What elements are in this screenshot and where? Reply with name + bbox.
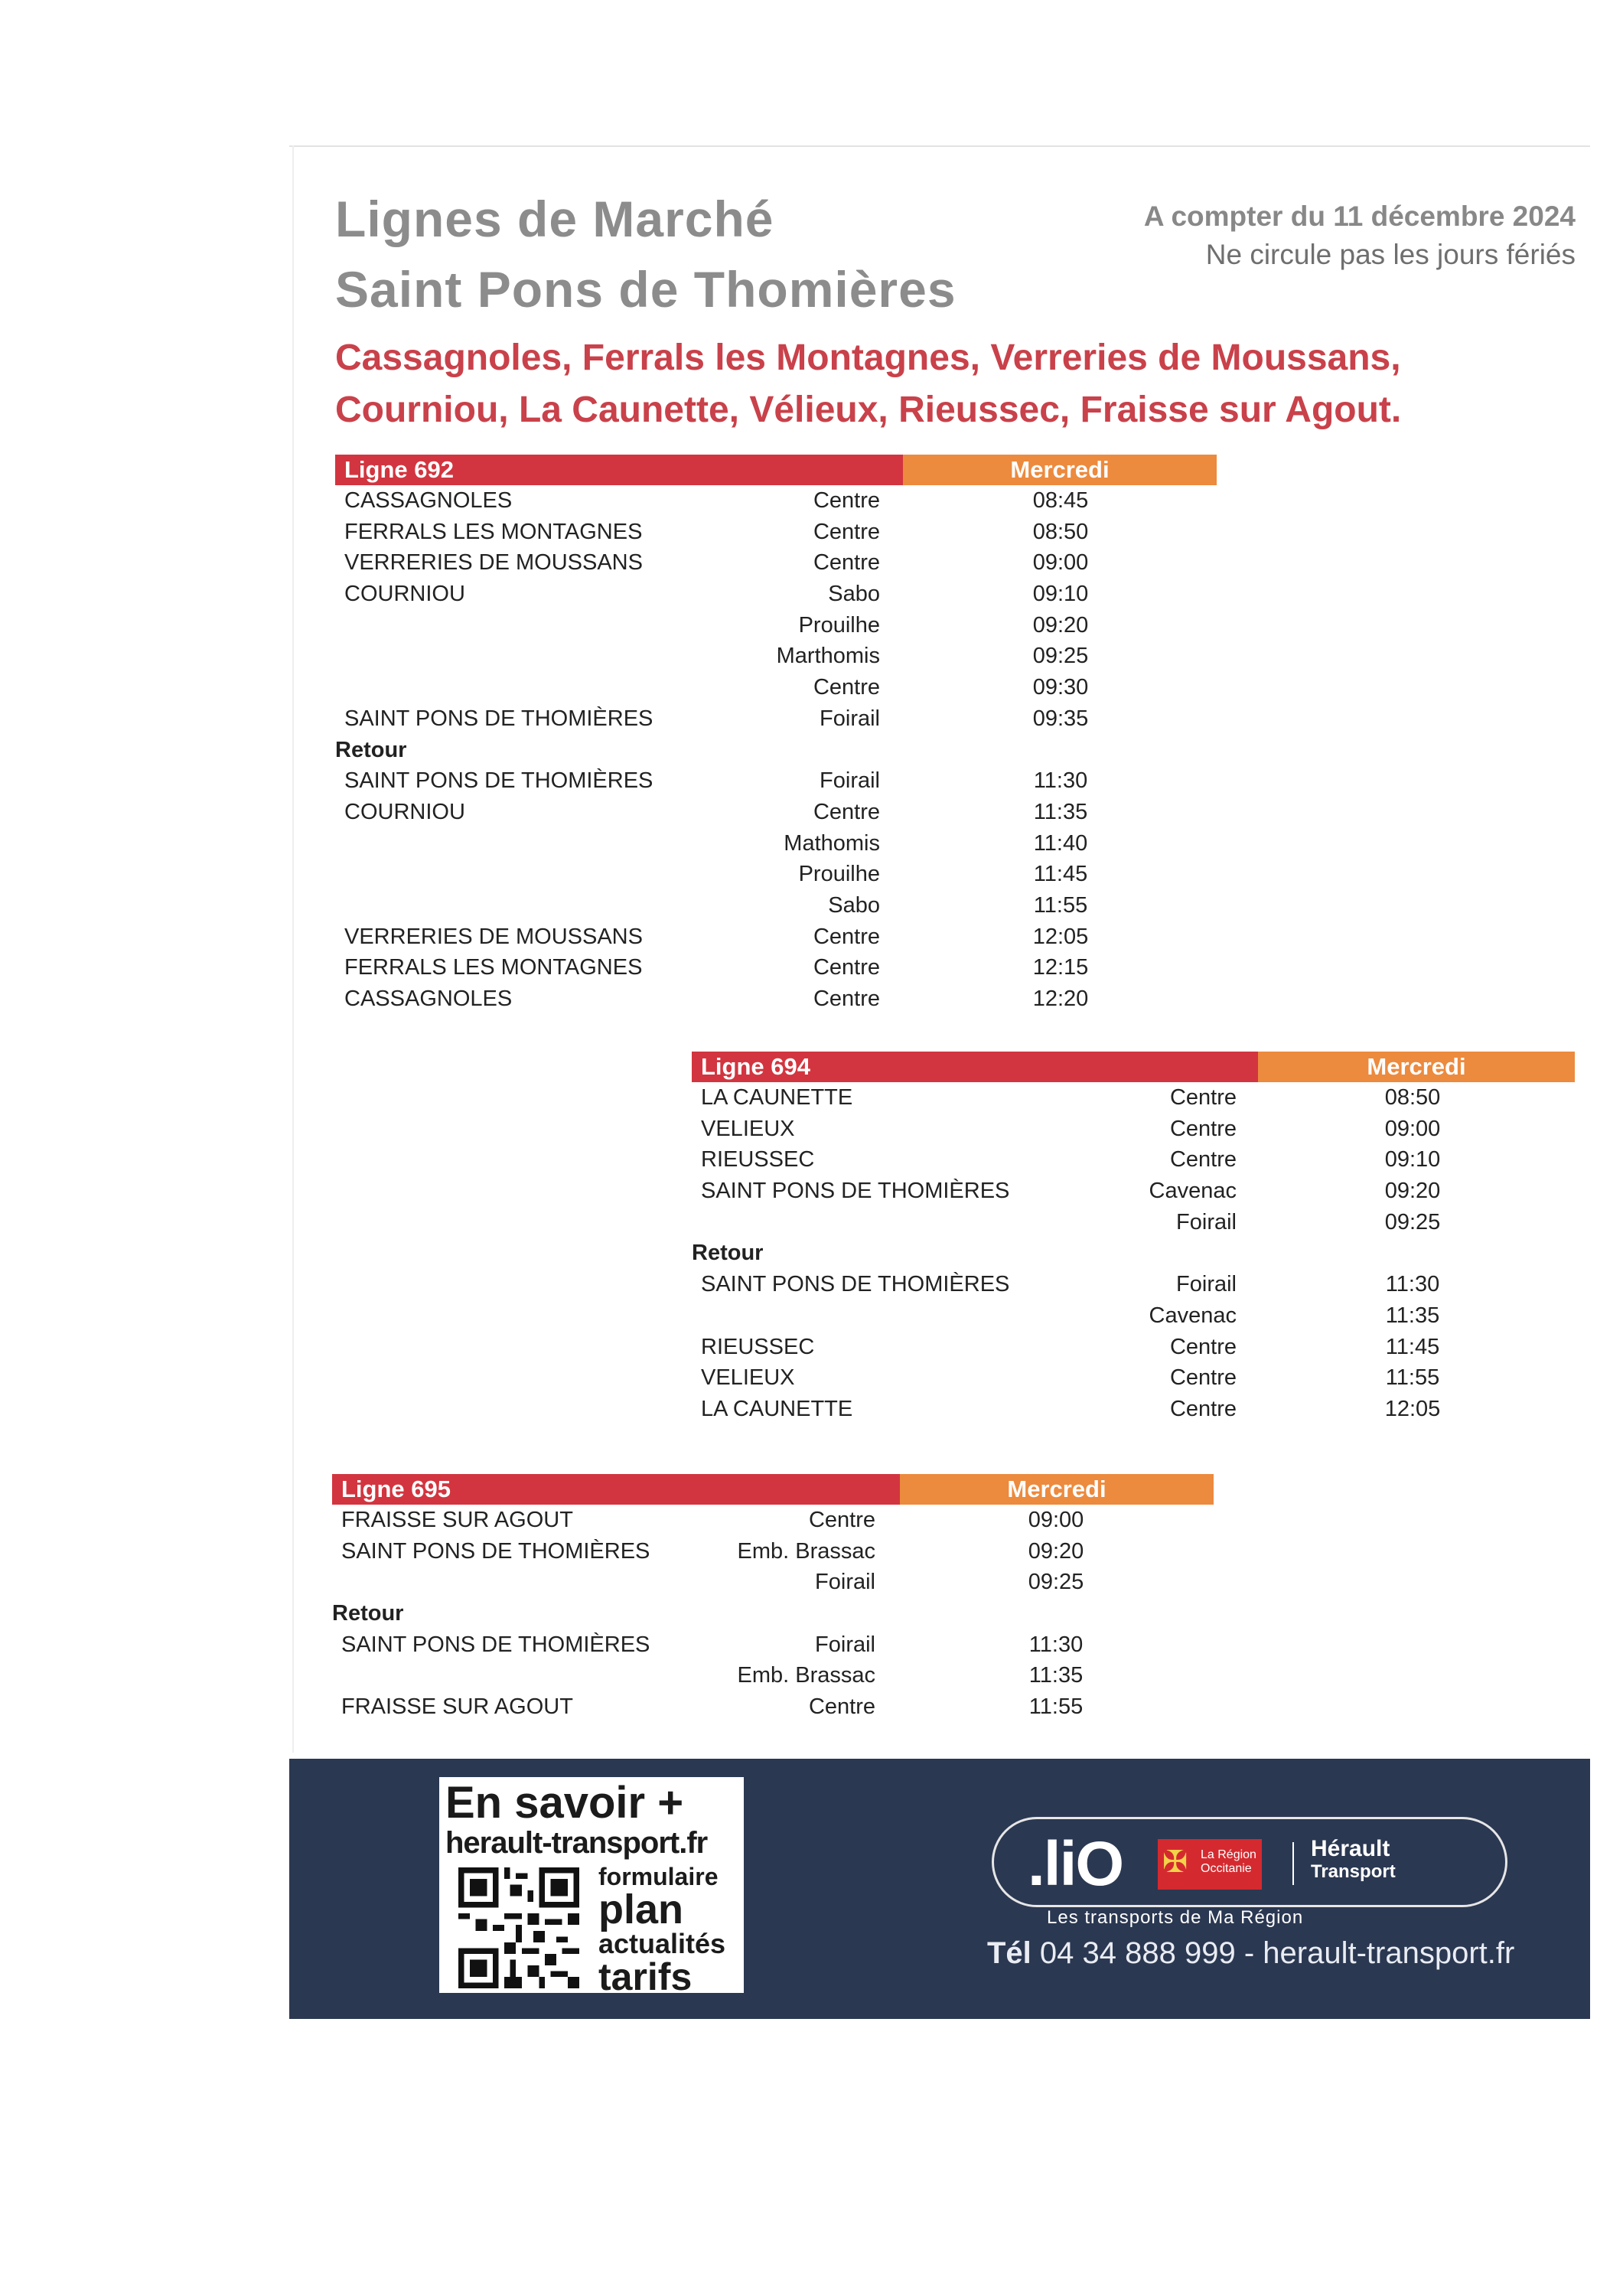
timetable-row [335, 859, 1217, 890]
lio-logo: .liO [1028, 1829, 1123, 1899]
timetable-row [335, 547, 1217, 579]
stop-cell: Centre [1169, 1147, 1237, 1172]
time-cell: 11:35 [1033, 799, 1088, 824]
info-topics [598, 1864, 725, 1996]
stop-cell: Emb. Brassac [737, 1538, 875, 1564]
timetable-row [692, 1394, 1575, 1425]
stop-cell: Cavenac [1149, 1303, 1237, 1328]
timetable-row [335, 485, 1217, 517]
stop-cell: Centre [1169, 1116, 1237, 1141]
time-cell: 09:25 [1028, 1570, 1084, 1595]
line-header [335, 455, 1217, 485]
stop-cell: Sabo [828, 582, 880, 607]
timetable-row [335, 641, 1217, 672]
validity-block [1144, 197, 1576, 274]
communes-line-1: Cassagnoles, Ferrals les Montagnes, Verreries de Moussans, [335, 338, 1401, 378]
stop-cell: Cavenac [1149, 1179, 1237, 1204]
contact-line [987, 1936, 1514, 1971]
stop-cell: Prouilhe [798, 862, 880, 887]
time-cell: 12:05 [1032, 924, 1089, 949]
communes-line-2: Courniou, La Caunette, Vélieux, Rieussec, Fraisse sur Agout. [335, 390, 1402, 430]
commune-cell: CASSAGNOLES [344, 987, 513, 1011]
info-topic-formulaire: formulaire [598, 1863, 719, 1890]
info-card [439, 1777, 744, 1998]
service-day-label: Mercredi [900, 1474, 1214, 1505]
stop-cell: Centre [813, 955, 880, 980]
time-cell: 09:25 [1032, 644, 1089, 669]
timetable-row [692, 1207, 1575, 1238]
timetable-row [335, 952, 1217, 983]
commune-cell: COURNIOU [344, 582, 465, 607]
timetable-ligne-694 [692, 1052, 1575, 1425]
time-cell: 11:30 [1033, 768, 1088, 794]
time-cell: 09:00 [1028, 1508, 1084, 1532]
communes-subtitle [335, 332, 1575, 436]
time-cell: 09:20 [1028, 1538, 1084, 1564]
info-url[interactable]: herault-transport.fr [445, 1826, 708, 1860]
commune-cell: VERRERIES DE MOUSSANS [344, 550, 643, 576]
timetable-row [335, 610, 1217, 641]
logo-divider [1292, 1842, 1294, 1885]
time-cell: 09:25 [1384, 1209, 1441, 1234]
commune-cell: COURNIOU [344, 799, 465, 824]
timetable-row [332, 1629, 1214, 1661]
return-heading: Retour [335, 737, 407, 762]
timetable-row [692, 1176, 1575, 1207]
stop-cell: Prouilhe [798, 612, 880, 638]
stop-cell: Centre [1169, 1085, 1237, 1110]
commune-cell: LA CAUNETTE [701, 1396, 853, 1421]
stop-cell: Foirail [1176, 1209, 1237, 1234]
commune-cell: SAINT PONS DE THOMIÈRES [701, 1179, 1010, 1204]
stop-cell: Centre [808, 1694, 875, 1720]
stop-cell: Centre [1169, 1334, 1237, 1359]
time-cell: 08:45 [1032, 488, 1089, 513]
commune-cell: FERRALS LES MONTAGNES [344, 519, 643, 544]
time-cell: 11:30 [1028, 1632, 1084, 1657]
commune-cell: SAINT PONS DE THOMIÈRES [344, 706, 653, 731]
commune-cell: FERRALS LES MONTAGNES [344, 955, 643, 980]
return-heading: Retour [692, 1241, 764, 1266]
commune-cell: FRAISSE SUR AGOUT [341, 1694, 573, 1720]
occitan-cross-icon: ✠ [1162, 1845, 1188, 1879]
stop-cell: Centre [1169, 1365, 1237, 1391]
commune-cell: RIEUSSEC [701, 1334, 815, 1359]
time-cell: 09:20 [1384, 1179, 1441, 1204]
occitanie-logo [1158, 1839, 1262, 1890]
stop-cell: Centre [813, 488, 880, 513]
return-heading: Retour [332, 1601, 404, 1626]
time-cell: 11:55 [1385, 1365, 1440, 1391]
qr-code-icon[interactable] [445, 1867, 592, 1988]
timetable-row [335, 672, 1217, 703]
timetable-ligne-695 [332, 1474, 1214, 1723]
footer-banner [289, 1759, 1590, 2019]
stop-cell: Centre [813, 924, 880, 949]
return-heading-row [692, 1238, 1575, 1269]
time-cell: 11:45 [1033, 862, 1088, 887]
stop-cell: Centre [1169, 1396, 1237, 1421]
time-cell: 11:40 [1033, 830, 1088, 856]
line-number-label: Ligne 695 [332, 1474, 900, 1505]
tel-number[interactable]: 04 34 888 999 - herault-transport.fr [1039, 1936, 1515, 1970]
timetable-row [335, 797, 1217, 828]
commune-cell: VELIEUX [701, 1116, 795, 1141]
stop-cell: Marthomis [776, 644, 880, 669]
info-title: En savoir + [445, 1778, 684, 1828]
title-line-1: Lignes de Marché [335, 191, 774, 247]
commune-cell: VERRERIES DE MOUSSANS [344, 924, 643, 949]
timetable-row [332, 1691, 1214, 1723]
info-topic-actualites: actualités [598, 1928, 726, 1959]
timetable-row [332, 1505, 1214, 1536]
time-cell: 11:45 [1385, 1334, 1440, 1359]
timetable-row [692, 1114, 1575, 1145]
stop-cell: Foirail [815, 1570, 875, 1595]
timetable-row [335, 579, 1217, 610]
herault-transport-logo [1311, 1838, 1396, 1883]
brand-tagline: Les transports de Ma Région [1039, 1907, 1311, 1929]
time-cell: 09:20 [1032, 612, 1089, 638]
timetable-row [335, 703, 1217, 735]
transport-word: Transport [1311, 1861, 1396, 1882]
line-number-label: Ligne 694 [692, 1052, 1258, 1082]
stop-cell: Emb. Brassac [737, 1663, 875, 1688]
line-header [332, 1474, 1214, 1505]
stop-cell: Sabo [828, 892, 880, 918]
time-cell: 12:20 [1032, 987, 1089, 1011]
tel-label: Tél [987, 1936, 1031, 1970]
commune-cell: VELIEUX [701, 1365, 795, 1391]
timetable-row [332, 1567, 1214, 1598]
time-cell: 11:35 [1028, 1663, 1084, 1688]
commune-cell: SAINT PONS DE THOMIÈRES [344, 768, 653, 794]
stop-cell: Centre [808, 1508, 875, 1532]
timetable-row [692, 1332, 1575, 1363]
timetable-row [335, 517, 1217, 548]
brand-logos [992, 1817, 1507, 1907]
commune-cell: SAINT PONS DE THOMIÈRES [341, 1538, 650, 1564]
line-header [692, 1052, 1575, 1082]
timetable-row [692, 1269, 1575, 1300]
service-day-label: Mercredi [903, 455, 1217, 485]
commune-cell: CASSAGNOLES [344, 488, 513, 513]
occitanie-label: La Région Occitanie [1201, 1848, 1256, 1875]
timetable-row [332, 1536, 1214, 1567]
time-cell: 11:55 [1028, 1694, 1084, 1720]
stop-cell: Centre [813, 799, 880, 824]
herault-word: Hérault [1311, 1836, 1390, 1861]
line-number-label: Ligne 692 [335, 455, 903, 485]
holiday-note: Ne circule pas les jours fériés [1205, 239, 1576, 270]
time-cell: 08:50 [1032, 519, 1089, 544]
time-cell: 11:55 [1033, 892, 1088, 918]
sheet-top-edge [289, 145, 1590, 147]
stop-cell: Centre [813, 987, 880, 1011]
timetable-row [335, 983, 1217, 1015]
commune-cell: SAINT PONS DE THOMIÈRES [341, 1632, 650, 1657]
timetable-row [335, 765, 1217, 797]
time-cell: 09:10 [1384, 1147, 1441, 1172]
time-cell: 12:05 [1384, 1396, 1441, 1421]
time-cell: 09:35 [1032, 706, 1089, 731]
time-cell: 09:30 [1032, 675, 1089, 700]
info-topic-plan: plan [598, 1887, 684, 1932]
return-heading-row [335, 735, 1217, 766]
time-cell: 09:00 [1384, 1116, 1441, 1141]
time-cell: 12:15 [1032, 955, 1089, 980]
timetable-ligne-692 [335, 455, 1217, 1015]
timetable-row [692, 1144, 1575, 1176]
timetable-row [332, 1660, 1214, 1691]
title-line-2: Saint Pons de Thomières [335, 261, 957, 318]
stop-cell: Mathomis [784, 830, 880, 856]
timetable-row [692, 1300, 1575, 1332]
timetable-row [692, 1362, 1575, 1394]
timetable-row [335, 890, 1217, 921]
stop-cell: Foirail [820, 768, 880, 794]
timetable-row [335, 921, 1217, 953]
service-day-label: Mercredi [1258, 1052, 1575, 1082]
time-cell: 11:30 [1385, 1272, 1440, 1297]
commune-cell: SAINT PONS DE THOMIÈRES [701, 1272, 1010, 1297]
stop-cell: Foirail [1176, 1272, 1237, 1297]
page-title [335, 184, 957, 325]
time-cell: 09:10 [1032, 582, 1089, 607]
info-topic-tarifs: tarifs [598, 1955, 693, 1998]
stop-cell: Centre [813, 550, 880, 576]
commune-cell: FRAISSE SUR AGOUT [341, 1508, 573, 1532]
stop-cell: Centre [813, 675, 880, 700]
validity-date: A compter du 11 décembre 2024 [1143, 201, 1576, 232]
time-cell: 09:00 [1032, 550, 1089, 576]
return-heading-row [332, 1598, 1214, 1629]
sheet-left-edge [292, 145, 294, 1753]
stop-cell: Foirail [815, 1632, 875, 1657]
time-cell: 11:35 [1385, 1303, 1440, 1328]
timetable-row [692, 1082, 1575, 1114]
timetable-row [335, 828, 1217, 859]
time-cell: 08:50 [1384, 1085, 1441, 1110]
commune-cell: LA CAUNETTE [701, 1085, 853, 1110]
stop-cell: Centre [813, 519, 880, 544]
stop-cell: Foirail [820, 706, 880, 731]
commune-cell: RIEUSSEC [701, 1147, 815, 1172]
